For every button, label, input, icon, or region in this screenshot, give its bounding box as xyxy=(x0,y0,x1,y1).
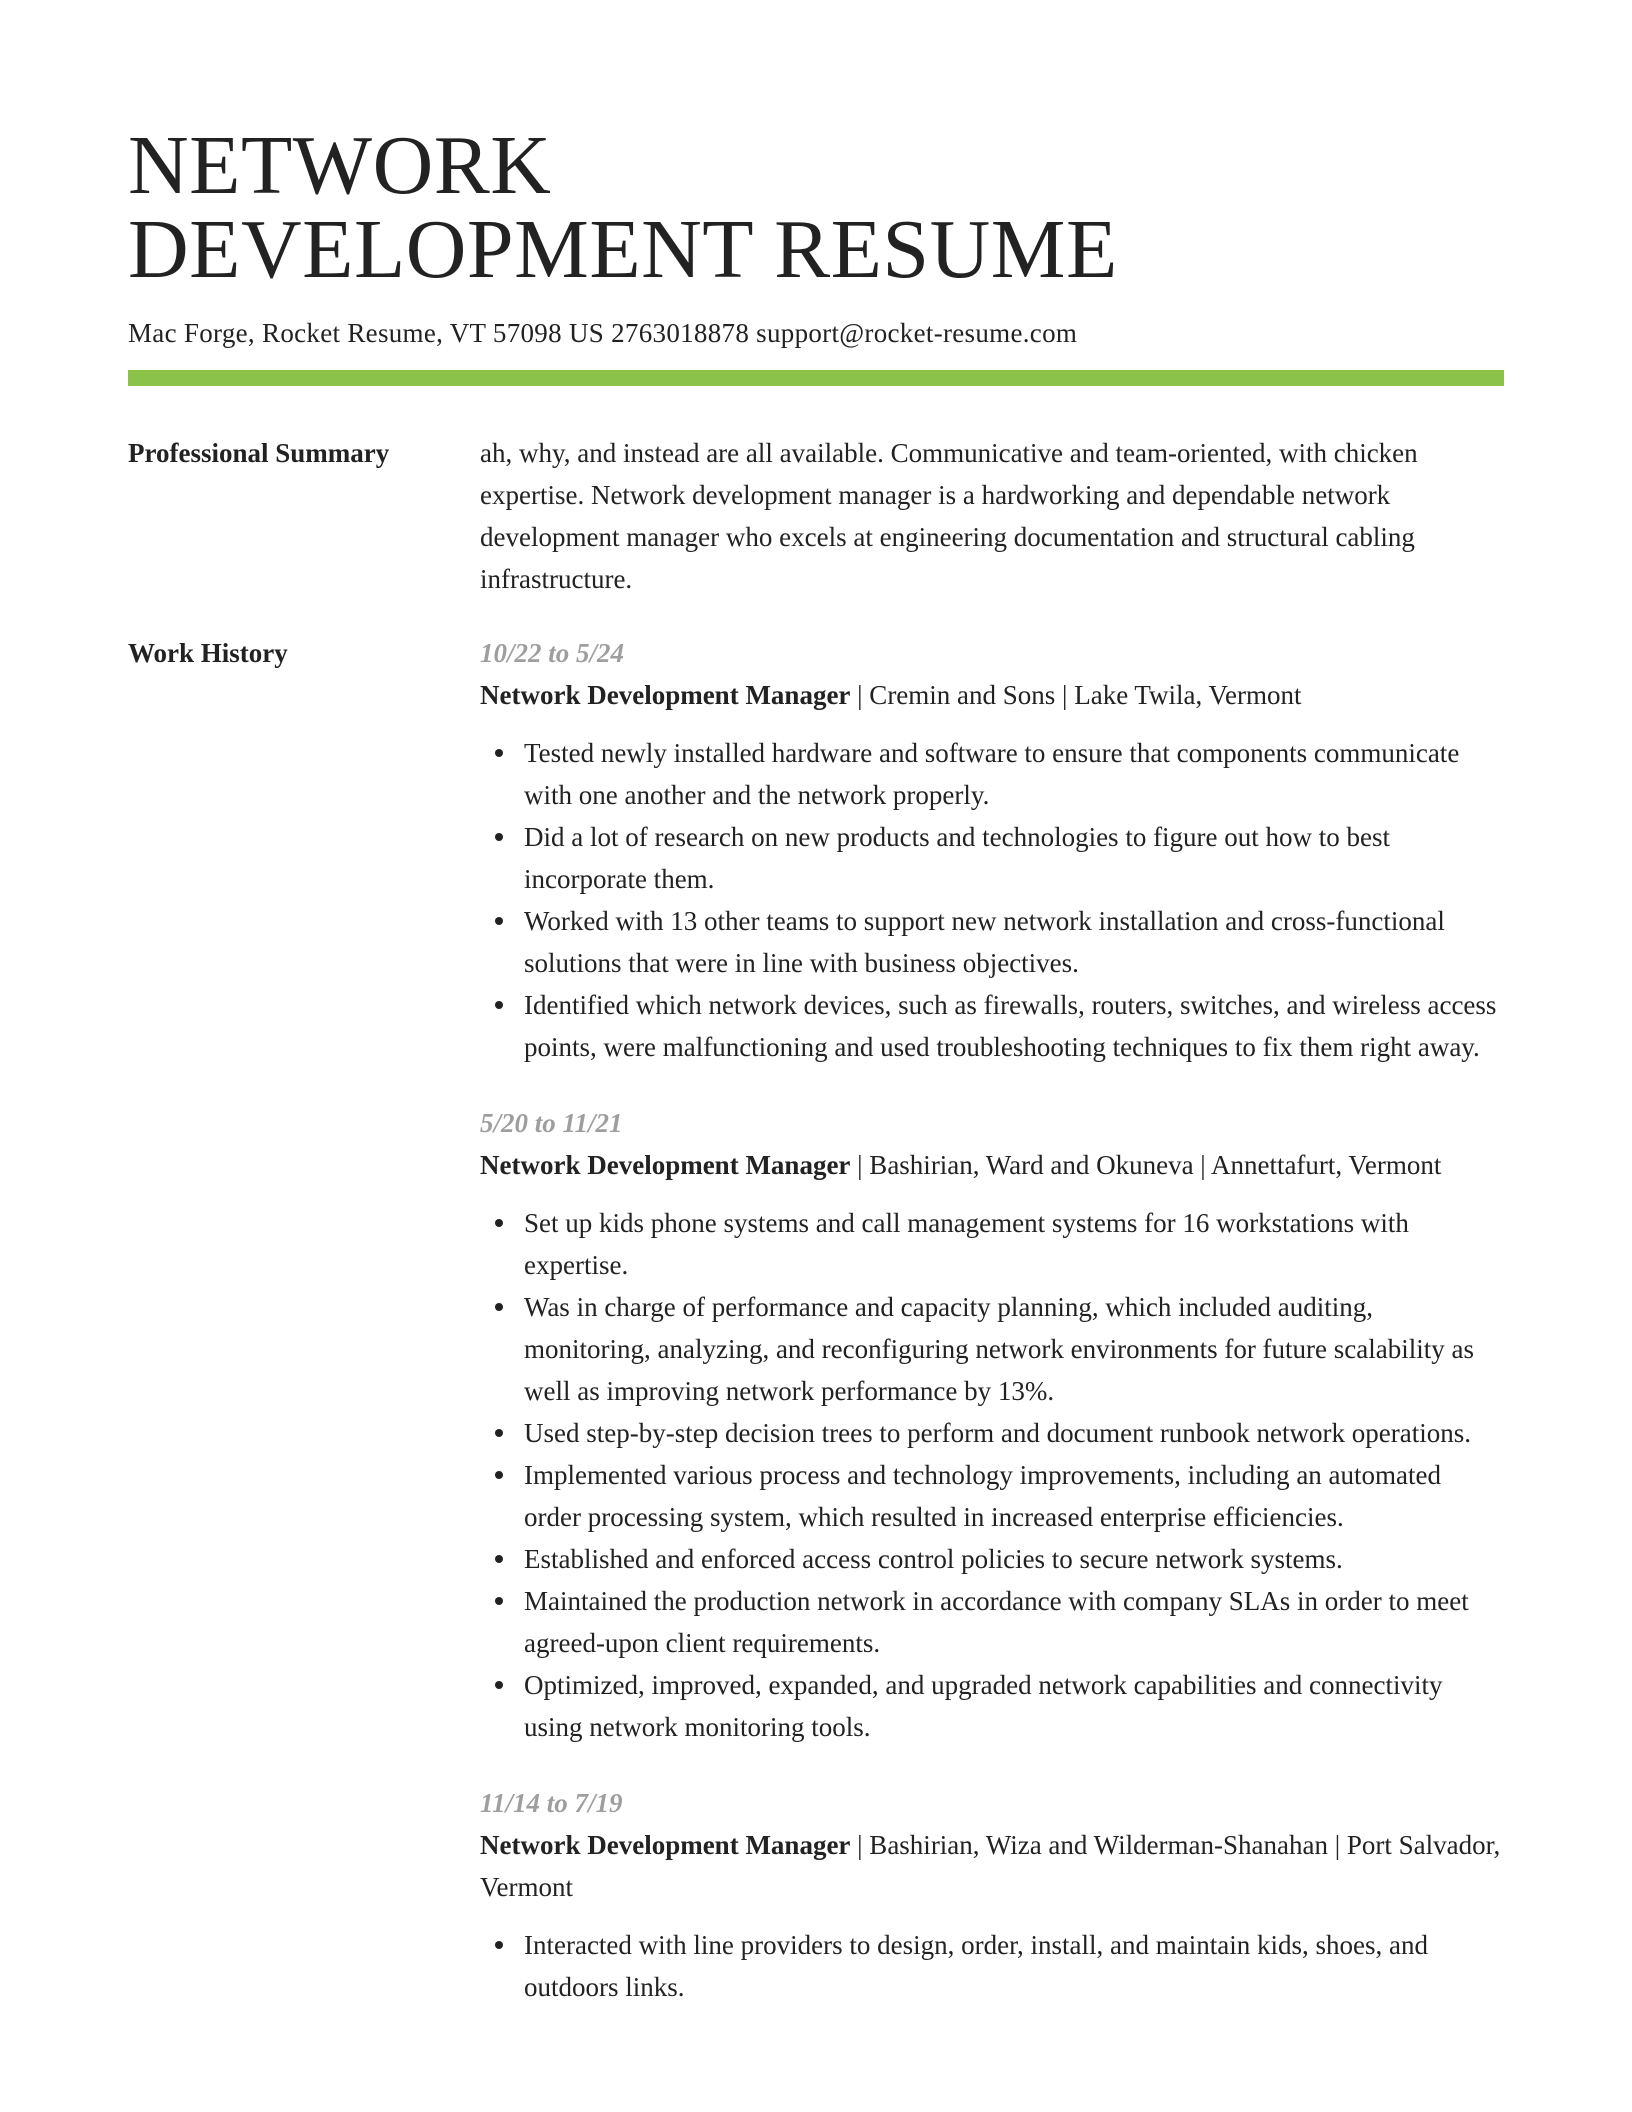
job-entry xyxy=(480,1102,1504,1748)
job-title-line xyxy=(480,1144,1504,1186)
job-dates: 5/20 to 11/21 xyxy=(480,1108,623,1138)
professional-summary-body xyxy=(480,432,1504,600)
job-bullet: Tested newly installed hardware and software to ensure that components communicate with one another and the network properly. xyxy=(524,732,1504,816)
title-line-1: NETWORK xyxy=(128,119,552,212)
job-entry xyxy=(480,632,1504,1068)
job-bullet: Identified which network devices, such as firewalls, routers, switches, and wireless access points, were malfunctioning and used troubleshooting techniques to fix them right away. xyxy=(524,984,1504,1068)
professional-summary-heading: Professional Summary xyxy=(128,438,390,468)
job-dates: 11/14 to 7/19 xyxy=(480,1788,623,1818)
summary-text: ah, why, and instead are all available. Communicative and team-oriented, with chicken expertise. Network development manager is a hardworking and dependable network development manager who excels at engineering documentation and structural cabling infrastructure. xyxy=(480,438,1418,594)
job-details: | Bashirian, Wiza and Wilderman-Shanahan | Port Salvador, Vermont xyxy=(480,1830,1501,1902)
job-title-line xyxy=(480,674,1504,716)
job-bullet: Worked with 13 other teams to support new network installation and cross-functional solutions that were in line with business objectives. xyxy=(524,900,1504,984)
work-history-section xyxy=(128,632,1504,2112)
job-bullet: Used step-by-step decision trees to perform and document runbook network operations. xyxy=(524,1412,1504,1454)
job-bullet: Optimized, improved, expanded, and upgraded network capabilities and connectivity using network monitoring tools. xyxy=(524,1664,1504,1748)
accent-divider xyxy=(128,370,1504,386)
job-bullet: Did a lot of research on new products and technologies to figure out how to best incorporate them. xyxy=(524,816,1504,900)
job-title-line xyxy=(480,1824,1504,1908)
job-entry xyxy=(480,1782,1504,2008)
job-bullet: Implemented various process and technology improvements, including an automated order processing system, which resulted in increased enterprise efficiencies. xyxy=(524,1454,1504,1538)
job-title: Network Development Manager xyxy=(480,680,851,710)
job-bullet: Set up kids phone systems and call management systems for 16 workstations with expertise. xyxy=(524,1202,1504,1286)
job-bullet: Interacted with line providers to design, order, install, and maintain kids, shoes, and outdoors links. xyxy=(524,1924,1504,2008)
job-bullet: Maintained the production network in accordance with company SLAs in order to meet agreed-upon client requirements. xyxy=(524,1580,1504,1664)
job-title: Network Development Manager xyxy=(480,1830,851,1860)
job-title: Network Development Manager xyxy=(480,1150,851,1180)
job-details: | Bashirian, Ward and Okuneva | Annettafurt, Vermont xyxy=(850,1150,1442,1180)
work-history-heading: Work History xyxy=(128,638,288,668)
title-line-2: DEVELOPMENT RESUME xyxy=(128,203,1118,296)
job-bullets xyxy=(480,1202,1504,1748)
work-history-list xyxy=(480,632,1504,2042)
contact-info: Mac Forge, Rocket Resume, VT 57098 US 2763018878 support@rocket-resume.com xyxy=(128,318,1078,348)
job-bullets xyxy=(480,732,1504,1068)
job-details: | Cremin and Sons | Lake Twila, Vermont xyxy=(850,680,1302,710)
page-title xyxy=(128,119,1504,296)
job-bullet: Was in charge of performance and capacity planning, which included auditing, monitoring, analyzing, and reconfiguring network environments for future scalability as well as improving network performance by 13%. xyxy=(524,1286,1504,1412)
job-bullet: Established and enforced access control policies to secure network systems. xyxy=(524,1538,1504,1580)
job-bullets xyxy=(480,1924,1504,2008)
job-dates: 10/22 to 5/24 xyxy=(480,638,625,668)
professional-summary-section xyxy=(128,432,1504,600)
